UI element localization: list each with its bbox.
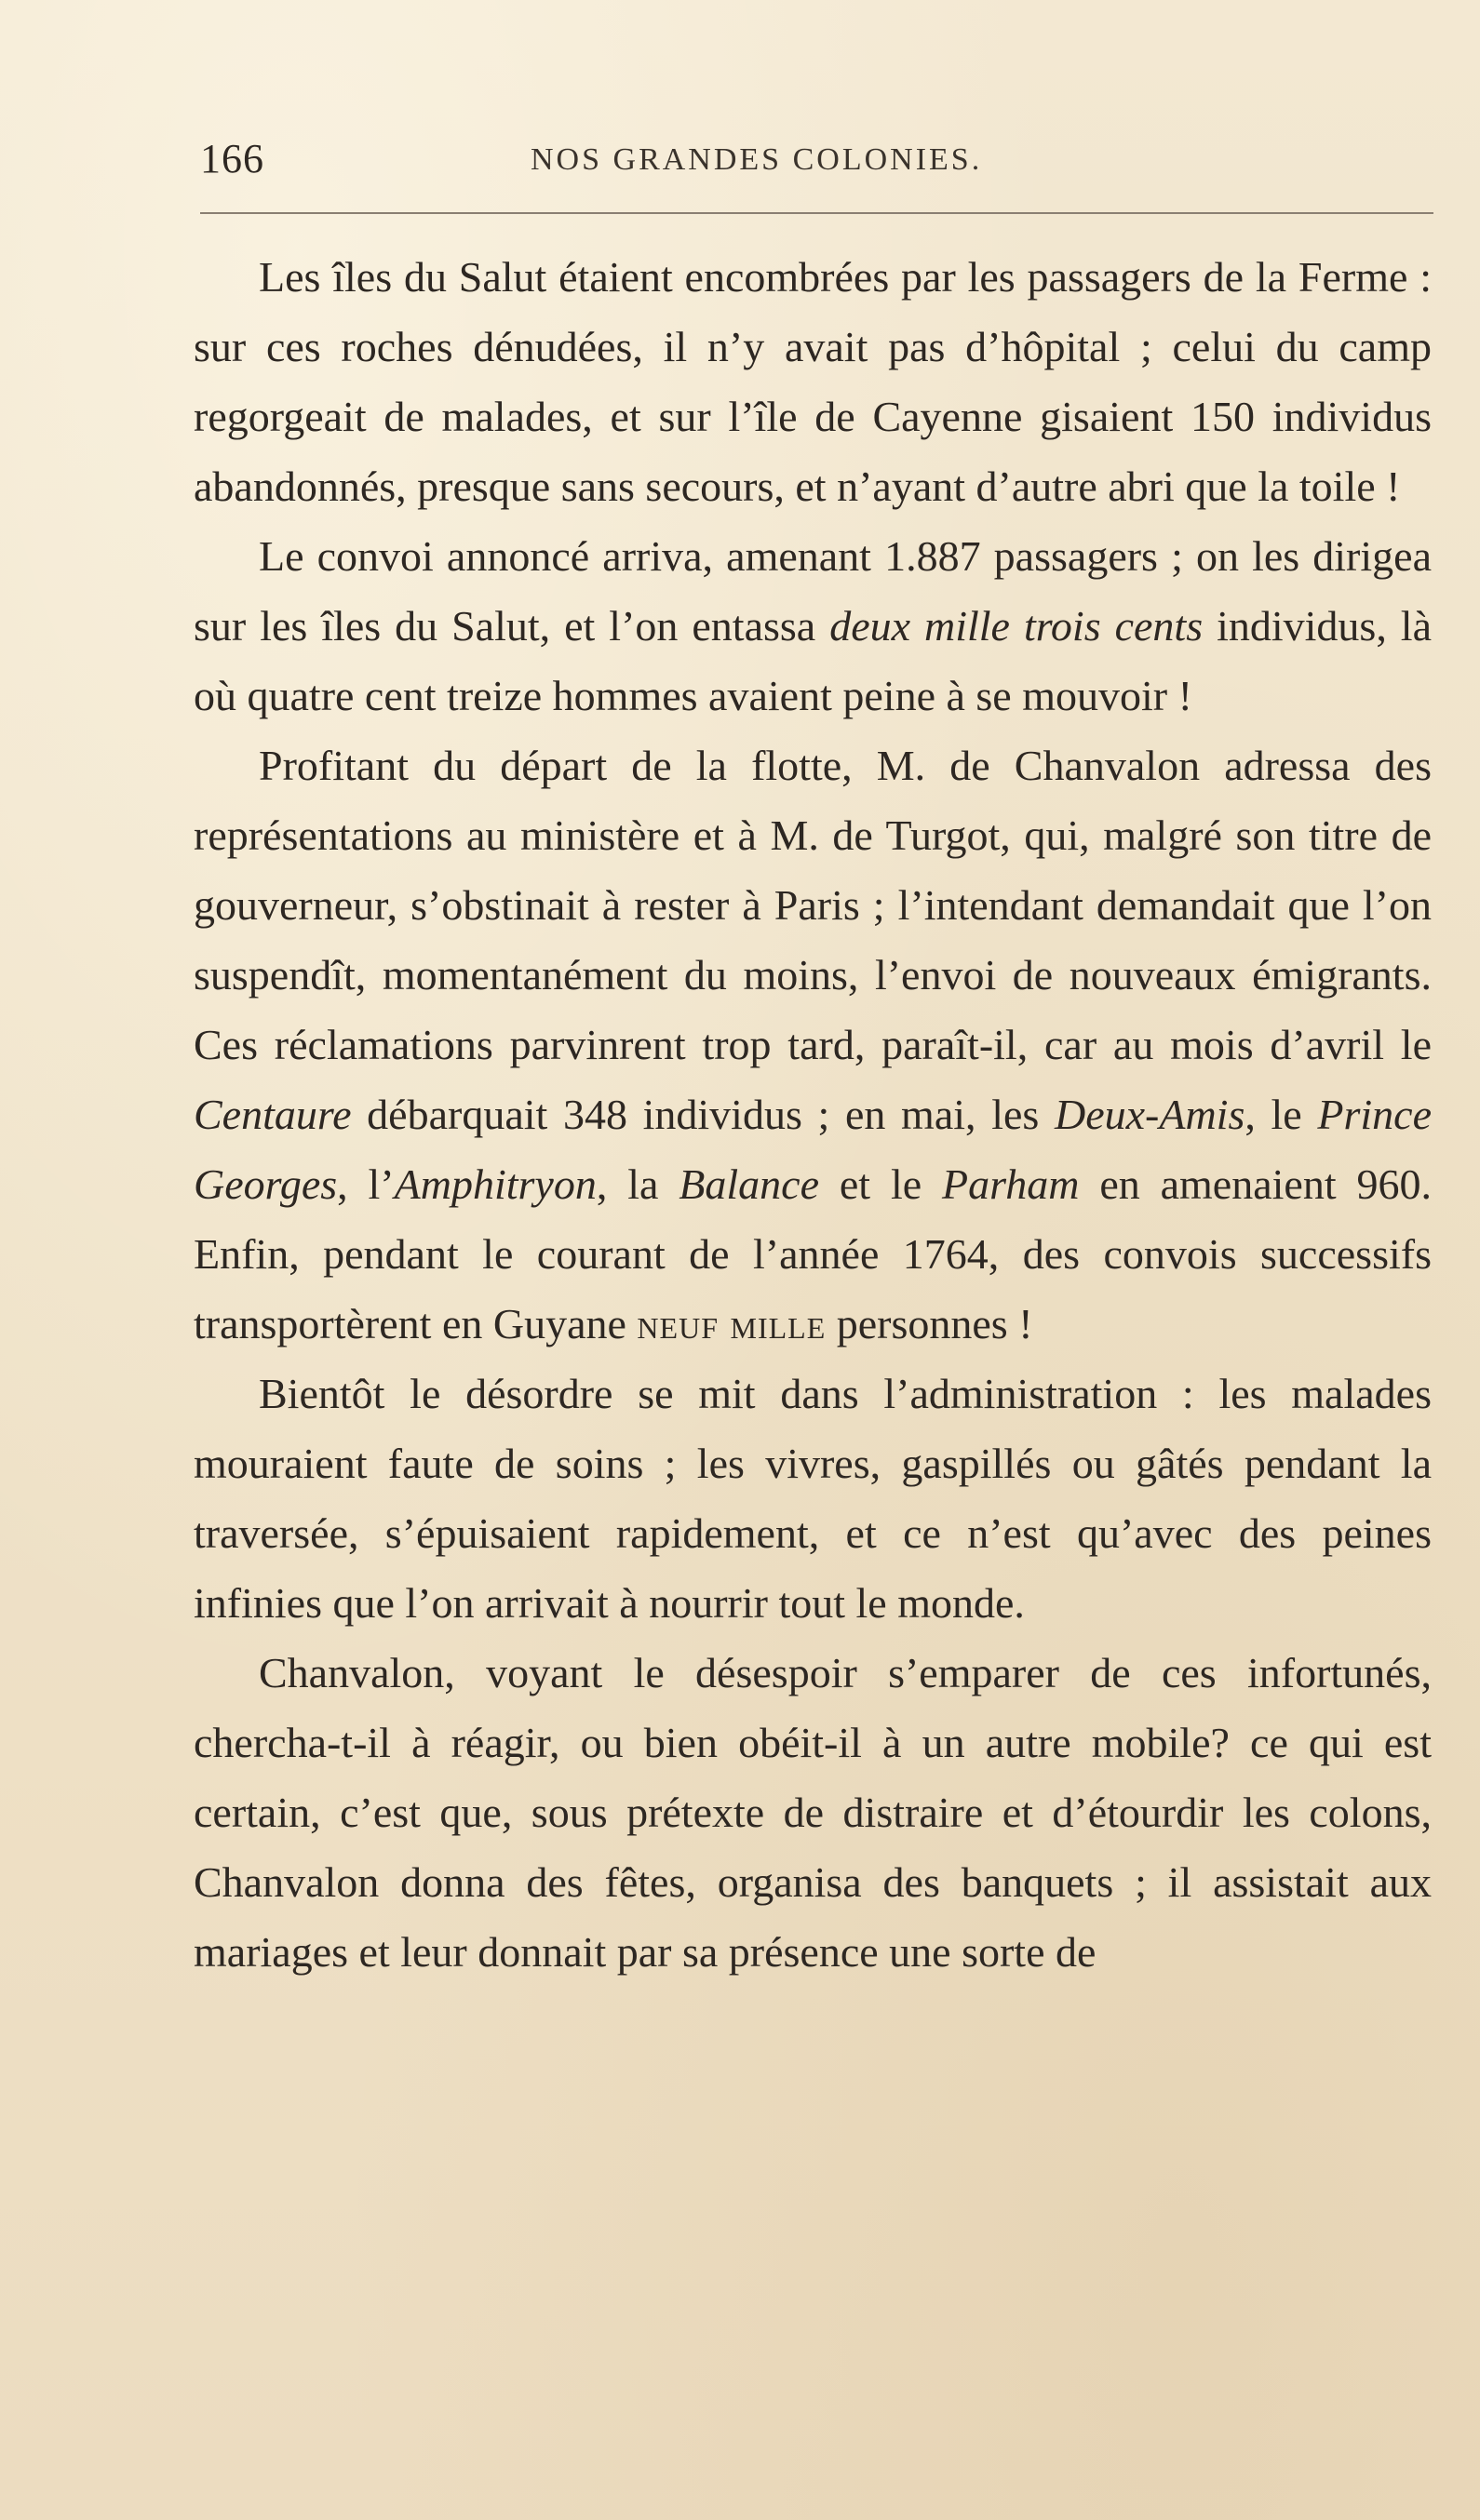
ship-name-prince-georges: Prince Georges [194, 1091, 1432, 1208]
ship-name-parham: Parham [942, 1160, 1080, 1208]
paragraph-2-text-before: Le convoi annoncé arriva, amenant 1.887 passagers ; on les dirigea sur les îles du Salut, et l’on entassa [194, 532, 1432, 650]
ship-name-centaure: Centaure [194, 1091, 352, 1138]
paragraph-2-text-after: individus, là où quatre cent treize hommes avaient peine à se mouvoir ! [194, 602, 1432, 719]
paragraph-5 [194, 1638, 1432, 1987]
page-number: 166 [200, 136, 264, 181]
body-text [194, 242, 1432, 1987]
paragraph-3-text-3: , le [1245, 1091, 1318, 1138]
paragraph-1 [194, 242, 1432, 521]
paragraph-4-text: Bientôt le désordre se mit dans l’administration : les malades mouraient faute de soins ; les vivres, gaspillés ou gâtés pendant la traversée, s’épuisaient rapidement, et ce n’est qu’avec des peines infinies que l’on arrivait à nourrir tout le monde. [194, 1370, 1432, 1627]
paragraph-3 [194, 731, 1432, 1359]
ship-name-balance: Balance [679, 1160, 820, 1208]
running-head [200, 135, 1438, 191]
paragraph-3-text-1: Profitant du départ de la flotte, M. de Chanvalon adressa des représentations au ministère et à M. de Turgot, qui, malgré son titre de gouverneur, s’obstinait à rester à Paris ; l’intendant demandait que l’on suspendît, momentanément du moins, l’envoi de nouveaux émigrants. Ces réclamations parvinrent trop tard, paraît-il, car au mois d’avril le [194, 742, 1432, 1068]
running-head-title: NOS GRANDES COLONIES. [531, 142, 983, 177]
paragraph-3-text-7: en amenaient 960. Enfin, pendant le courant de l’année 1764, des convois successifs transportèrent en Guyane [194, 1160, 1432, 1347]
paragraph-3-text-5: , la [596, 1160, 679, 1208]
ship-name-deux-amis: Deux-Amis [1054, 1091, 1245, 1138]
paragraph-3-text-6: et le [819, 1160, 943, 1208]
paragraph-5-text: Chanvalon, voyant le désespoir s’emparer de ces infortunés, chercha-t-il à réagir, ou bien obéit-il à un autre mobile? ce qui est certain, c’est que, sous prétexte de distraire et d’étourdir les colons, Chanvalon donna des fêtes, organisa des banquets ; il assistait aux mariages et leur donnait par sa présence une sorte de [194, 1649, 1432, 1976]
ship-name-amphitryon: Amphitryon [394, 1160, 597, 1208]
paragraph-4 [194, 1359, 1432, 1638]
paragraph-2 [194, 521, 1432, 731]
paragraph-3-text-8: personnes ! [826, 1300, 1033, 1347]
paragraph-3-text-4: , l’ [337, 1160, 395, 1208]
header-rule [200, 212, 1433, 214]
paragraph-1-text: Les îles du Salut étaient encombrées par les passagers de la Ferme : sur ces roches dénudées, il n’y avait pas d’hôpital ; celui du camp regorgeait de malades, et sur l’île de Cayenne gisaient 150 individus abandonnés, presque sans secours, et n’ayant d’autre abri que la toile ! [194, 253, 1432, 510]
paragraph-2-italic-emphasis: deux mille trois cents [829, 602, 1204, 650]
paragraph-3-smallcaps: neuf mille [637, 1300, 827, 1347]
paragraph-3-text-2: débarquait 348 individus ; en mai, les [351, 1091, 1055, 1138]
